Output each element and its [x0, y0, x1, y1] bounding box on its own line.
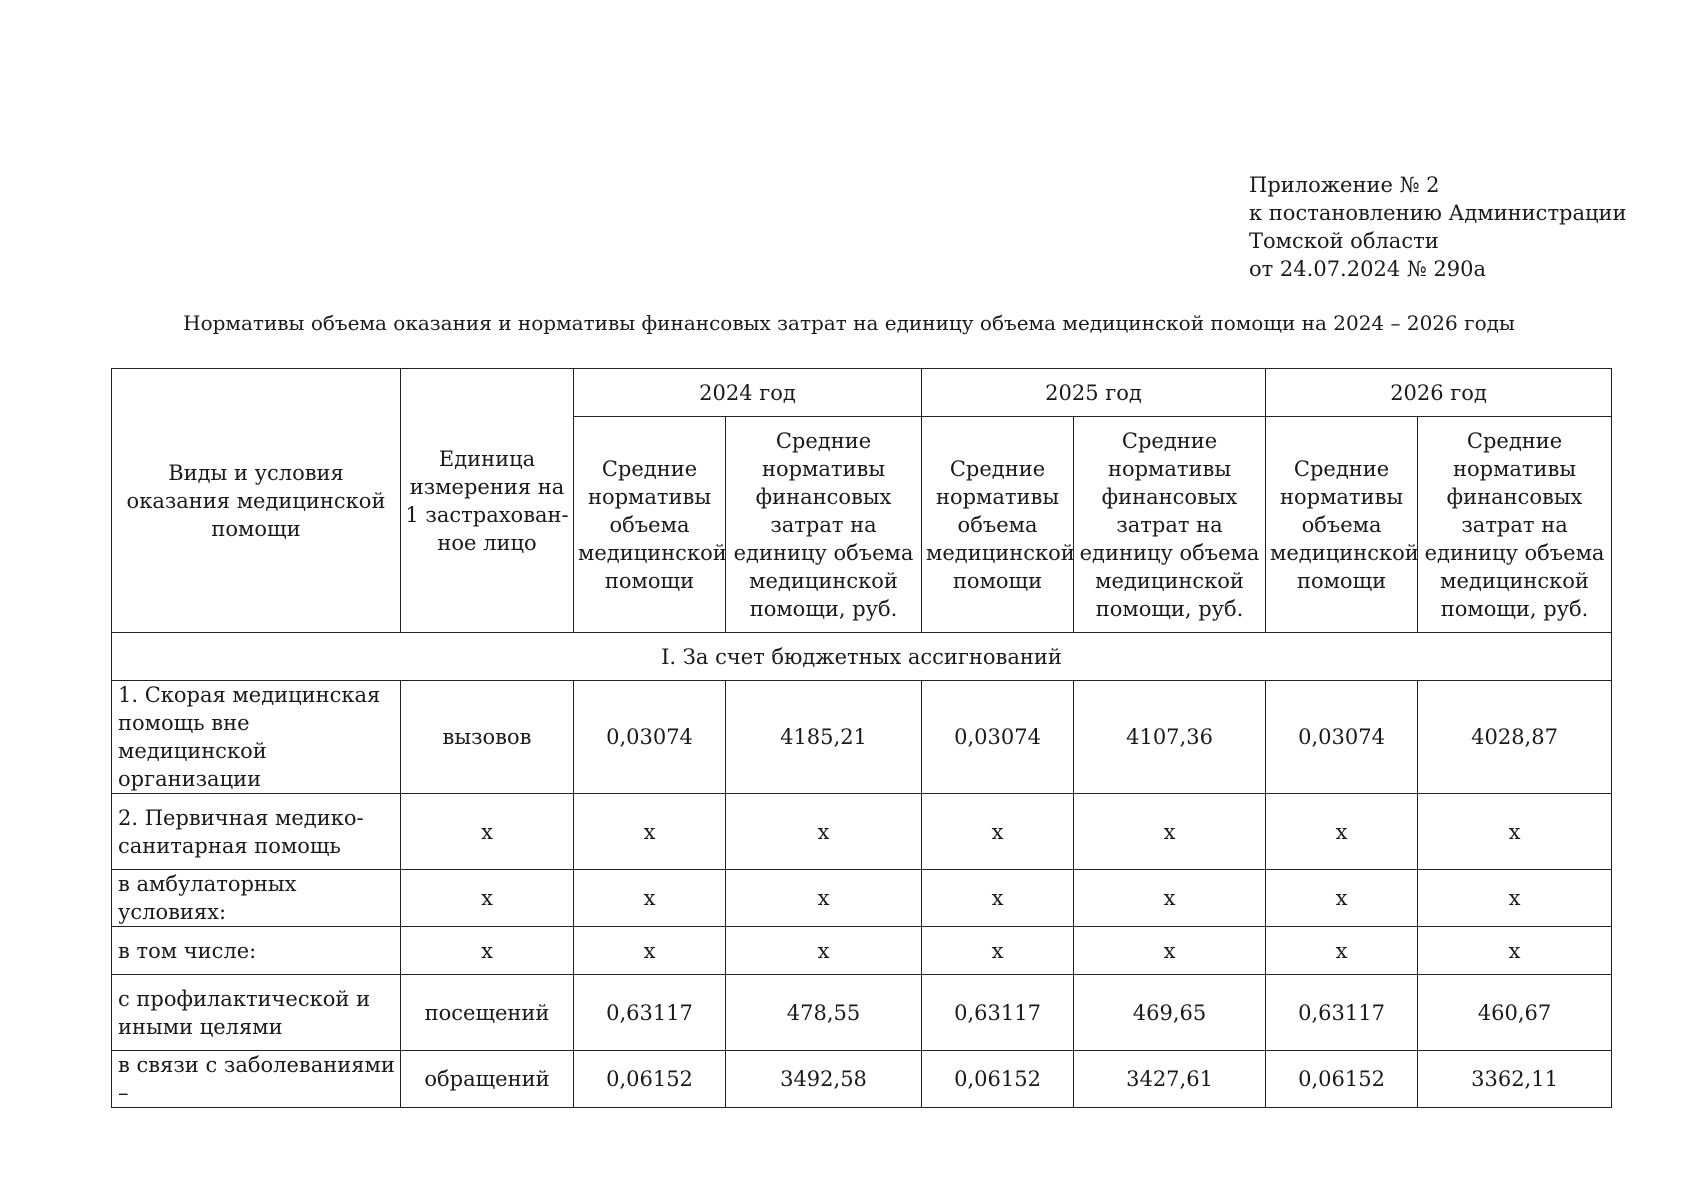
section-row	[112, 633, 1612, 681]
row-cost-2024: 478,55	[726, 975, 922, 1051]
row-cost-2025: 469,65	[1074, 975, 1266, 1051]
row-unit: посещений	[401, 975, 574, 1051]
row-volume-2026: х	[1266, 794, 1418, 870]
row-cost-2025: 3427,61	[1074, 1051, 1266, 1108]
row-volume-2026: 0,63117	[1266, 975, 1418, 1051]
row-label: в амбулаторных условиях:	[112, 870, 401, 927]
row-cost-2024: 3492,58	[726, 1051, 922, 1108]
header-year-2025: 2025 год	[922, 369, 1266, 417]
row-volume-2025: 0,06152	[922, 1051, 1074, 1108]
row-volume-2026: х	[1266, 927, 1418, 975]
table-row	[112, 927, 1612, 975]
header-cost-2026: Средние нормативы финансовых затрат на единицу объема медицинской помощи, руб.	[1418, 417, 1612, 633]
appendix-line-region: Томской области	[1249, 229, 1439, 253]
row-volume-2024: 0,03074	[574, 681, 726, 794]
section-title: I. За счет бюджетных ассигнований	[112, 633, 1612, 681]
row-unit: х	[401, 870, 574, 927]
row-cost-2025: х	[1074, 870, 1266, 927]
row-volume-2026: х	[1266, 870, 1418, 927]
row-cost-2024: х	[726, 794, 922, 870]
header-volume-2025: Средние нормативы объема медицинской помощи	[922, 417, 1074, 633]
row-cost-2026: х	[1418, 794, 1612, 870]
row-volume-2026: 0,06152	[1266, 1051, 1418, 1108]
table-row	[112, 794, 1612, 870]
row-volume-2024: х	[574, 794, 726, 870]
row-unit: вызовов	[401, 681, 574, 794]
row-cost-2026: 3362,11	[1418, 1051, 1612, 1108]
row-volume-2025: х	[922, 870, 1074, 927]
row-cost-2026: 4028,87	[1418, 681, 1612, 794]
row-cost-2025: 4107,36	[1074, 681, 1266, 794]
row-label: 2. Первичная медико-санитарная помощь	[112, 794, 401, 870]
row-label: в связи с заболеваниями –	[112, 1051, 401, 1108]
header-year-2024: 2024 год	[574, 369, 922, 417]
row-volume-2025: 0,03074	[922, 681, 1074, 794]
appendix-line-number: Приложение № 2	[1249, 173, 1440, 197]
row-cost-2024: х	[726, 927, 922, 975]
row-unit: обращений	[401, 1051, 574, 1108]
header-cost-2024: Средние нормативы финансовых затрат на единицу объема медицинской помощи, руб.	[726, 417, 922, 633]
appendix-header	[1249, 171, 1627, 283]
row-volume-2025: 0,63117	[922, 975, 1074, 1051]
header-year-2026: 2026 год	[1266, 369, 1612, 417]
row-volume-2024: х	[574, 927, 726, 975]
row-cost-2024: 4185,21	[726, 681, 922, 794]
appendix-line-date: от 24.07.2024 № 290а	[1249, 257, 1486, 281]
row-unit: х	[401, 927, 574, 975]
table-row	[112, 975, 1612, 1051]
row-volume-2024: 0,63117	[574, 975, 726, 1051]
header-unit: Единица измерения на 1 застрахован-ное лицо	[401, 369, 574, 633]
row-label: в том числе:	[112, 927, 401, 975]
table-row	[112, 1051, 1612, 1108]
row-label: с профилактической и иными целями	[112, 975, 401, 1051]
row-volume-2024: х	[574, 870, 726, 927]
row-cost-2026: х	[1418, 870, 1612, 927]
norms-table	[111, 368, 1612, 1108]
header-types: Виды и условия оказания медицинской помощи	[112, 369, 401, 633]
table-row	[112, 681, 1612, 794]
row-cost-2025: х	[1074, 794, 1266, 870]
row-volume-2026: 0,03074	[1266, 681, 1418, 794]
row-volume-2025: х	[922, 794, 1074, 870]
row-cost-2026: х	[1418, 927, 1612, 975]
header-volume-2026: Средние нормативы объема медицинской помощи	[1266, 417, 1418, 633]
table-row	[112, 870, 1612, 927]
row-cost-2025: х	[1074, 927, 1266, 975]
header-row-years	[112, 369, 1612, 417]
row-volume-2025: х	[922, 927, 1074, 975]
header-cost-2025: Средние нормативы финансовых затрат на единицу объема медицинской помощи, руб.	[1074, 417, 1266, 633]
row-unit: х	[401, 794, 574, 870]
appendix-line-resolution: к постановлению Администрации	[1249, 201, 1627, 225]
document-title: Нормативы объема оказания и нормативы финансовых затрат на единицу объема медицинской помощи на 2024 – 2026 годы	[183, 311, 1515, 335]
header-volume-2024: Средние нормативы объема медицинской помощи	[574, 417, 726, 633]
row-label: 1. Скорая медицинская помощь вне медицинской организации	[112, 681, 401, 794]
row-cost-2024: х	[726, 870, 922, 927]
row-volume-2024: 0,06152	[574, 1051, 726, 1108]
row-cost-2026: 460,67	[1418, 975, 1612, 1051]
